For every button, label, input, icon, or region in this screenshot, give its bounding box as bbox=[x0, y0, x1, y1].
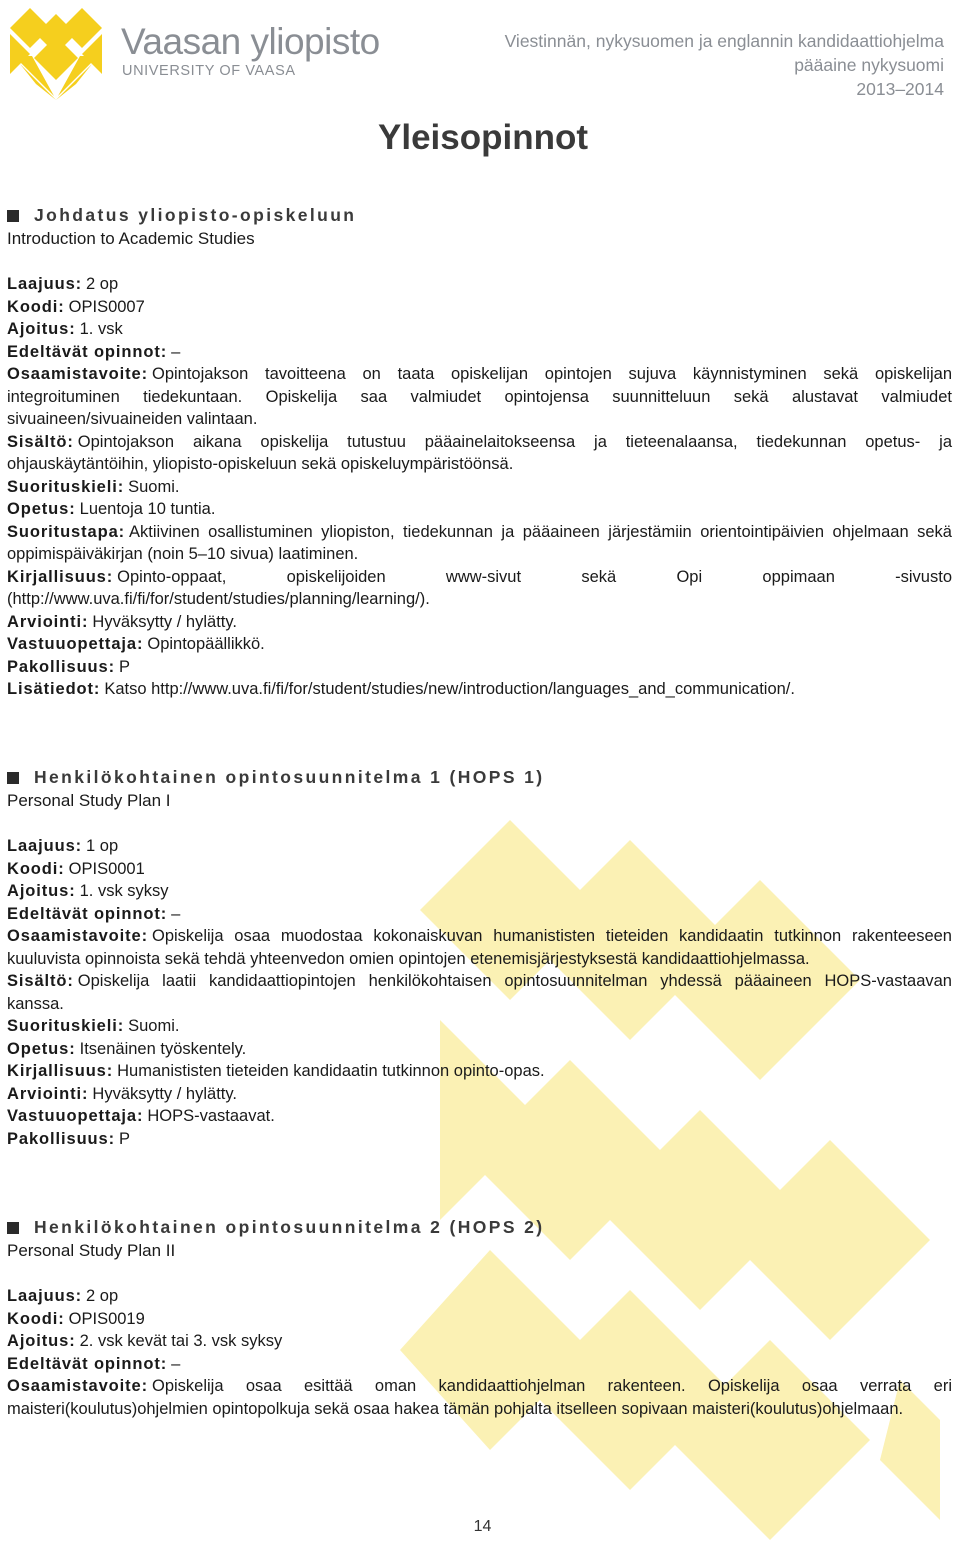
field-suoritustapa bbox=[7, 521, 952, 566]
course-title: Johdatus yliopisto-opiskeluun bbox=[34, 205, 357, 225]
field-label: Kirjallisuus: bbox=[7, 567, 114, 586]
course-section bbox=[7, 766, 952, 1150]
course-title-english: Personal Study Plan I bbox=[7, 791, 171, 810]
course-section bbox=[7, 1216, 952, 1420]
program-major: pääaine nykysuomi bbox=[794, 55, 944, 75]
field-label: Ajoitus: bbox=[7, 320, 76, 338]
field-value: Opintopäällikkö. bbox=[147, 635, 265, 653]
field-label: Laajuus: bbox=[7, 275, 83, 293]
course-title: Henkilökohtainen opintosuunnitelma 1 (HOPS 1) bbox=[34, 767, 545, 787]
field-edeltavat bbox=[7, 1353, 952, 1376]
field-value: P bbox=[119, 657, 131, 676]
field-label: Suorituskieli: bbox=[7, 477, 125, 496]
field-label: Koodi: bbox=[7, 1309, 65, 1328]
course-title-english: Introduction to Academic Studies bbox=[7, 229, 255, 248]
program-name: Viestinnän, nykysuomen ja englannin kandidaattiohjelma bbox=[504, 31, 944, 51]
field-label: Sisältö: bbox=[7, 432, 74, 451]
field-label: Suorituskieli: bbox=[7, 1017, 125, 1035]
field-value: OPIS0007 bbox=[68, 297, 145, 316]
square-bullet-icon bbox=[7, 1222, 19, 1234]
field-value: 2. vsk kevät tai 3. vsk syksy bbox=[79, 1332, 283, 1350]
field-label: Opetus: bbox=[7, 500, 76, 518]
logo-subtitle: UNIVERSITY OF VAASA bbox=[122, 63, 296, 79]
field-ajoitus bbox=[7, 880, 952, 903]
field-label: Ajoitus: bbox=[7, 882, 76, 900]
field-label: Koodi: bbox=[7, 297, 65, 316]
field-koodi bbox=[7, 296, 952, 319]
field-value: P bbox=[119, 1129, 131, 1148]
course-section bbox=[7, 204, 952, 701]
field-value: Hyväksytty / hylätty. bbox=[92, 612, 237, 631]
field-ajoitus bbox=[7, 1330, 952, 1353]
field-vastuuopettaja bbox=[7, 1105, 952, 1128]
field-ajoitus bbox=[7, 318, 952, 341]
field-value: Suomi. bbox=[128, 477, 180, 496]
program-header bbox=[505, 29, 944, 101]
course-title: Henkilökohtainen opintosuunnitelma 2 (HOPS 2) bbox=[34, 1217, 545, 1237]
field-value: HOPS-vastaavat. bbox=[147, 1107, 275, 1125]
field-value: Opiskelija osaa esittää oman kandidaattiohjelman rakenteen. Opiskelija osaa verrata eri maisteri(koulutus)ohjelmien opintopolkuja sekä osaa hakea tämän pohjalta itselleen sopivaan maisteri(koulutus)ohjelmaan. bbox=[7, 1377, 952, 1418]
program-years: 2013–2014 bbox=[856, 79, 944, 99]
field-value: – bbox=[171, 1354, 181, 1373]
field-opetus bbox=[7, 498, 952, 521]
field-value: Opinto-oppaat, opiskelijoiden www-sivut sekä Opi oppimaan -sivusto (http://www.uva.fi/fi/for/student/studies/planning/learning/). bbox=[7, 567, 952, 608]
field-value: 1 op bbox=[86, 837, 119, 855]
logo-name: Vaasan yliopisto bbox=[121, 21, 380, 62]
field-suorituskieli bbox=[7, 1015, 952, 1038]
field-label: Edeltävät opinnot: bbox=[7, 904, 168, 923]
field-sisalto bbox=[7, 431, 952, 476]
field-value: Katso http://www.uva.fi/fi/for/student/studies/new/introduction/languages_and_communication/. bbox=[104, 680, 795, 698]
field-arviointi bbox=[7, 611, 952, 634]
page-title: Yleisopinnot bbox=[378, 118, 588, 157]
field-edeltavat bbox=[7, 341, 952, 364]
field-value: Opintojakson aikana opiskelija tutustuu pääainelaitokseensa ja tieteenalaansa, tiedekunnan opetus- ja ohjauskäytäntöihin, yliopisto-opiskeluun sekä opiskeluympäristöönsä. bbox=[7, 432, 952, 473]
field-value: Aktiivinen osallistuminen yliopiston, tiedekunnan ja pääaineen järjestämiin orientointipäivien ohjelmaan sekä oppimispäiväkirjan (noin 5–10 sivua) laatiminen. bbox=[7, 522, 952, 563]
field-label: Edeltävät opinnot: bbox=[7, 342, 168, 361]
field-value: Opiskelija laatii kandidaattiopintojen henkilökohtaisen opintosuunnitelman yhdessä pääaineen HOPS-vastaavan kanssa. bbox=[7, 972, 952, 1013]
field-value: Opintojakson tavoitteena on taata opiskelijan opintojen sujuva käynnistyminen sekä opiskelijan integroituminen tiedekuntaan. Opiskelija saa valmiudet opintojensa suunnitteluun sekä alustavat valmiudet sivuaineen/sivuaineiden valintaan. bbox=[7, 365, 952, 428]
field-label: Koodi: bbox=[7, 859, 65, 878]
field-osaamistavoite bbox=[7, 1375, 952, 1420]
field-koodi bbox=[7, 1308, 952, 1331]
course-heading bbox=[7, 1216, 952, 1239]
field-label: Kirjallisuus: bbox=[7, 1062, 114, 1080]
field-label: Arviointi: bbox=[7, 612, 89, 631]
field-label: Suoritustapa: bbox=[7, 522, 126, 541]
course-heading bbox=[7, 204, 952, 227]
field-value: Humanististen tieteiden kandidaatin tutkinnon opinto-opas. bbox=[117, 1062, 545, 1080]
field-value: – bbox=[171, 904, 181, 923]
field-label: Laajuus: bbox=[7, 837, 83, 855]
field-value: Luentoja 10 tuntia. bbox=[79, 500, 216, 518]
field-koodi bbox=[7, 858, 952, 881]
field-osaamistavoite bbox=[7, 925, 952, 970]
field-value: Itsenäinen työskentely. bbox=[79, 1039, 247, 1058]
field-lisatiedot bbox=[7, 678, 952, 701]
field-laajuus bbox=[7, 273, 952, 296]
field-label: Edeltävät opinnot: bbox=[7, 1354, 168, 1373]
field-value: OPIS0001 bbox=[68, 859, 145, 878]
course-title-english: Personal Study Plan II bbox=[7, 1241, 176, 1260]
field-label: Osaamistavoite: bbox=[7, 365, 148, 383]
field-vastuuopettaja bbox=[7, 633, 952, 656]
field-arviointi bbox=[7, 1083, 952, 1106]
field-value: – bbox=[171, 342, 181, 361]
field-value: Opiskelija osaa muodostaa kokonaiskuvan humanististen tieteiden kandidaatin tutkinnon rakenteeseen kuuluvista opinnoista sekä tehdä yhteenvedon omien opintojen etenemisjärjestyksestä kandidaattiohjelmassa. bbox=[7, 927, 952, 968]
field-opetus bbox=[7, 1038, 952, 1061]
field-pakollisuus bbox=[7, 656, 952, 679]
field-label: Sisältö: bbox=[7, 972, 74, 990]
course-heading bbox=[7, 766, 952, 789]
field-label: Lisätiedot: bbox=[7, 680, 101, 698]
field-edeltavat bbox=[7, 903, 952, 926]
field-laajuus bbox=[7, 1285, 952, 1308]
field-value: 2 op bbox=[86, 1287, 119, 1305]
field-value: Hyväksytty / hylätty. bbox=[92, 1084, 237, 1103]
field-label: Vastuuopettaja: bbox=[7, 1107, 144, 1125]
square-bullet-icon bbox=[7, 210, 19, 222]
university-logo-icon bbox=[6, 4, 106, 100]
field-laajuus bbox=[7, 835, 952, 858]
field-value: 2 op bbox=[86, 275, 119, 293]
field-sisalto bbox=[7, 970, 952, 1015]
field-label: Pakollisuus: bbox=[7, 1129, 115, 1148]
field-value: 1. vsk syksy bbox=[79, 882, 169, 900]
field-label: Arviointi: bbox=[7, 1084, 89, 1103]
field-value: Suomi. bbox=[128, 1017, 180, 1035]
field-kirjallisuus bbox=[7, 1060, 952, 1083]
field-kirjallisuus bbox=[7, 566, 952, 611]
field-value: 1. vsk bbox=[79, 320, 123, 338]
field-value: OPIS0019 bbox=[68, 1309, 145, 1328]
page-number: 14 bbox=[473, 1518, 492, 1535]
field-suorituskieli bbox=[7, 476, 952, 499]
field-label: Pakollisuus: bbox=[7, 657, 115, 676]
field-label: Osaamistavoite: bbox=[7, 1377, 148, 1395]
field-label: Vastuuopettaja: bbox=[7, 635, 144, 653]
field-osaamistavoite bbox=[7, 363, 952, 431]
field-label: Laajuus: bbox=[7, 1287, 83, 1305]
field-pakollisuus bbox=[7, 1128, 952, 1151]
field-label: Osaamistavoite: bbox=[7, 927, 148, 945]
field-label: Ajoitus: bbox=[7, 1332, 76, 1350]
square-bullet-icon bbox=[7, 772, 19, 784]
field-label: Opetus: bbox=[7, 1039, 76, 1058]
